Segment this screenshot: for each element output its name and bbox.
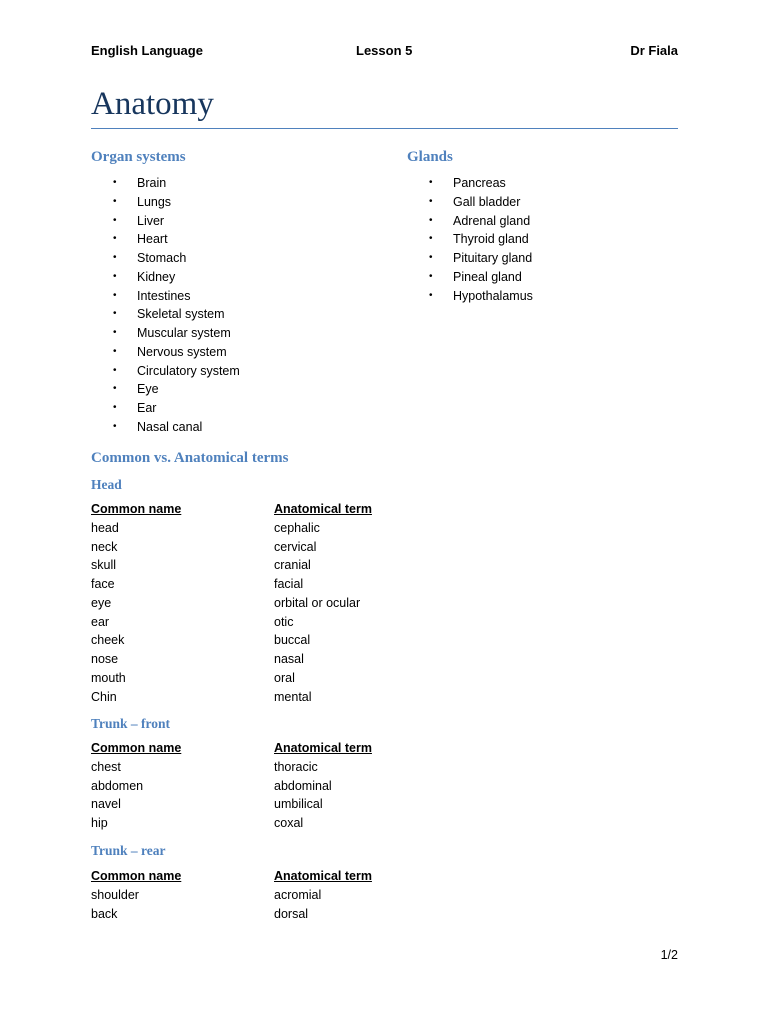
list-item: [91, 305, 391, 324]
list-item: [407, 249, 667, 268]
table-row: [91, 777, 474, 796]
common-name-cell: shoulder: [91, 887, 139, 902]
common-name-cell: nose: [91, 652, 119, 666]
table-row: [91, 814, 474, 833]
list-item-label: Ear: [137, 401, 157, 415]
head-terms-table: [91, 500, 474, 706]
bullet-icon: •: [429, 233, 433, 245]
table-row: [91, 650, 474, 669]
table-header-row: [91, 739, 474, 758]
list-item-label: Liver: [137, 213, 165, 228]
table-header-row: [91, 500, 474, 519]
table-row: [91, 905, 474, 924]
trunk-rear-section-heading: Trunk – rear: [91, 843, 166, 858]
common-name-cell: Chin: [91, 689, 117, 704]
table-row: [91, 758, 474, 777]
table-row: [91, 538, 474, 557]
list-item-label: Muscular system: [137, 326, 231, 340]
list-item-label: Thyroid gland: [453, 232, 529, 247]
list-item-label: Pituitary gland: [453, 251, 533, 265]
anatomical-term-cell: dorsal: [274, 906, 309, 921]
list-item-label: Nasal canal: [137, 419, 203, 434]
common-name-cell: back: [91, 906, 118, 921]
organ-systems-heading: Organ systems: [91, 149, 186, 165]
list-item: [91, 193, 391, 212]
anatomical-term-cell: nasal: [274, 652, 304, 666]
head-section-heading: Head: [91, 477, 122, 492]
list-item-label: Lungs: [137, 194, 172, 209]
anatomical-term-cell: cervical: [274, 539, 317, 554]
column-header-common: Common name: [91, 741, 182, 755]
bullet-icon: •: [113, 177, 117, 188]
bullet-icon: •: [113, 383, 117, 395]
list-item: [407, 268, 667, 287]
anatomical-term-cell: cranial: [274, 558, 311, 573]
trunk-rear-terms-table: [91, 867, 474, 923]
list-item: [91, 174, 391, 193]
page-header: [91, 43, 678, 61]
list-item-label: Adrenal gland: [453, 213, 531, 228]
bullet-icon: •: [429, 252, 433, 263]
bullet-icon: •: [113, 327, 117, 338]
bullet-icon: •: [113, 289, 117, 301]
bullet-icon: •: [113, 195, 117, 207]
table-row: [91, 613, 474, 632]
title-divider: [91, 128, 678, 129]
table-row: [91, 575, 474, 594]
glands-list: [407, 174, 667, 305]
common-name-cell: mouth: [91, 670, 126, 685]
bullet-icon: •: [113, 308, 117, 320]
list-item-label: Circulatory system: [137, 363, 240, 378]
anatomical-term-cell: buccal: [274, 633, 311, 648]
column-header-common: Common name: [91, 502, 182, 516]
bullet-icon: •: [429, 289, 433, 301]
bullet-icon: •: [113, 364, 117, 376]
list-item-label: Pineal gland: [453, 269, 522, 284]
list-item: [91, 212, 391, 231]
glands-heading: Glands: [407, 149, 453, 165]
bullet-icon: •: [113, 252, 117, 263]
column-header-anatomical: Anatomical term: [274, 502, 372, 516]
table-row: [91, 556, 474, 575]
anatomical-term-cell: oral: [274, 670, 295, 685]
common-name-cell: chest: [91, 759, 121, 774]
anatomical-term-cell: abdominal: [274, 778, 332, 793]
bullet-icon: •: [113, 214, 117, 226]
list-item-label: Brain: [137, 176, 167, 190]
common-name-cell: head: [91, 520, 119, 535]
common-name-cell: abdomen: [91, 778, 144, 793]
bullet-icon: •: [429, 177, 433, 188]
bullet-icon: •: [113, 402, 117, 413]
terms-heading: Common vs. Anatomical terms: [91, 450, 289, 466]
list-item: [91, 343, 391, 362]
bullet-icon: •: [113, 233, 117, 245]
common-name-cell: skull: [91, 558, 117, 573]
list-item: [91, 249, 391, 268]
list-item: [407, 287, 667, 306]
table-row: [91, 886, 474, 905]
common-name-cell: ear: [91, 614, 110, 629]
list-item: [91, 380, 391, 399]
list-item-label: Hypothalamus: [453, 288, 533, 303]
list-item: [91, 287, 391, 306]
list-item: [91, 362, 391, 381]
list-item-label: Stomach: [137, 251, 187, 265]
column-header-anatomical: Anatomical term: [274, 869, 372, 883]
trunk-front-section-heading: Trunk – front: [91, 716, 171, 731]
anatomical-term-cell: cephalic: [274, 520, 320, 535]
document-page: [91, 0, 678, 1024]
common-name-cell: eye: [91, 595, 112, 610]
list-item: [407, 212, 667, 231]
bullet-icon: •: [113, 345, 117, 357]
list-item: [407, 193, 667, 212]
bullet-icon: •: [113, 420, 117, 432]
anatomical-term-cell: acromial: [274, 887, 322, 902]
table-row: [91, 795, 474, 814]
table-row: [91, 688, 474, 707]
bullet-icon: •: [429, 270, 433, 282]
column-header-common: Common name: [91, 869, 182, 883]
list-item: [91, 230, 391, 249]
list-item-label: Heart: [137, 232, 168, 247]
list-item-label: Nervous system: [137, 344, 227, 359]
list-item-label: Pancreas: [453, 176, 506, 190]
table-row: [91, 519, 474, 538]
anatomical-term-cell: facial: [274, 577, 304, 591]
anatomical-term-cell: orbital or ocular: [274, 595, 361, 610]
common-name-cell: cheek: [91, 633, 125, 648]
common-name-cell: neck: [91, 539, 118, 554]
bullet-icon: •: [429, 195, 433, 207]
header-lesson: Lesson 5: [356, 43, 413, 58]
page-title: Anatomy: [91, 86, 214, 122]
list-item-label: Intestines: [137, 288, 191, 303]
list-item: [91, 418, 391, 437]
common-name-cell: face: [91, 577, 115, 591]
table-header-row: [91, 867, 474, 886]
page-number: 1/2: [660, 948, 678, 962]
column-header-anatomical: Anatomical term: [274, 741, 372, 755]
bullet-icon: •: [429, 214, 433, 226]
header-course: English Language: [91, 43, 203, 58]
list-item: [407, 174, 667, 193]
list-item-label: Gall bladder: [453, 194, 521, 209]
list-item: [91, 268, 391, 287]
anatomical-term-cell: umbilical: [274, 797, 323, 812]
list-item: [91, 324, 391, 343]
table-row: [91, 669, 474, 688]
table-row: [91, 594, 474, 613]
list-item-label: Eye: [137, 382, 159, 397]
common-name-cell: navel: [91, 797, 121, 812]
list-item: [91, 399, 391, 418]
bullet-icon: •: [113, 270, 117, 282]
anatomical-term-cell: coxal: [274, 816, 304, 830]
anatomical-term-cell: otic: [274, 614, 294, 629]
organ-systems-list: [91, 174, 391, 437]
table-row: [91, 631, 474, 650]
list-item: [407, 230, 667, 249]
trunk-front-terms-table: [91, 739, 474, 833]
anatomical-term-cell: thoracic: [274, 759, 318, 774]
list-item-label: Kidney: [137, 269, 176, 284]
list-item-label: Skeletal system: [137, 307, 225, 322]
anatomical-term-cell: mental: [274, 689, 312, 704]
header-author: Dr Fiala: [630, 43, 678, 58]
common-name-cell: hip: [91, 816, 108, 830]
